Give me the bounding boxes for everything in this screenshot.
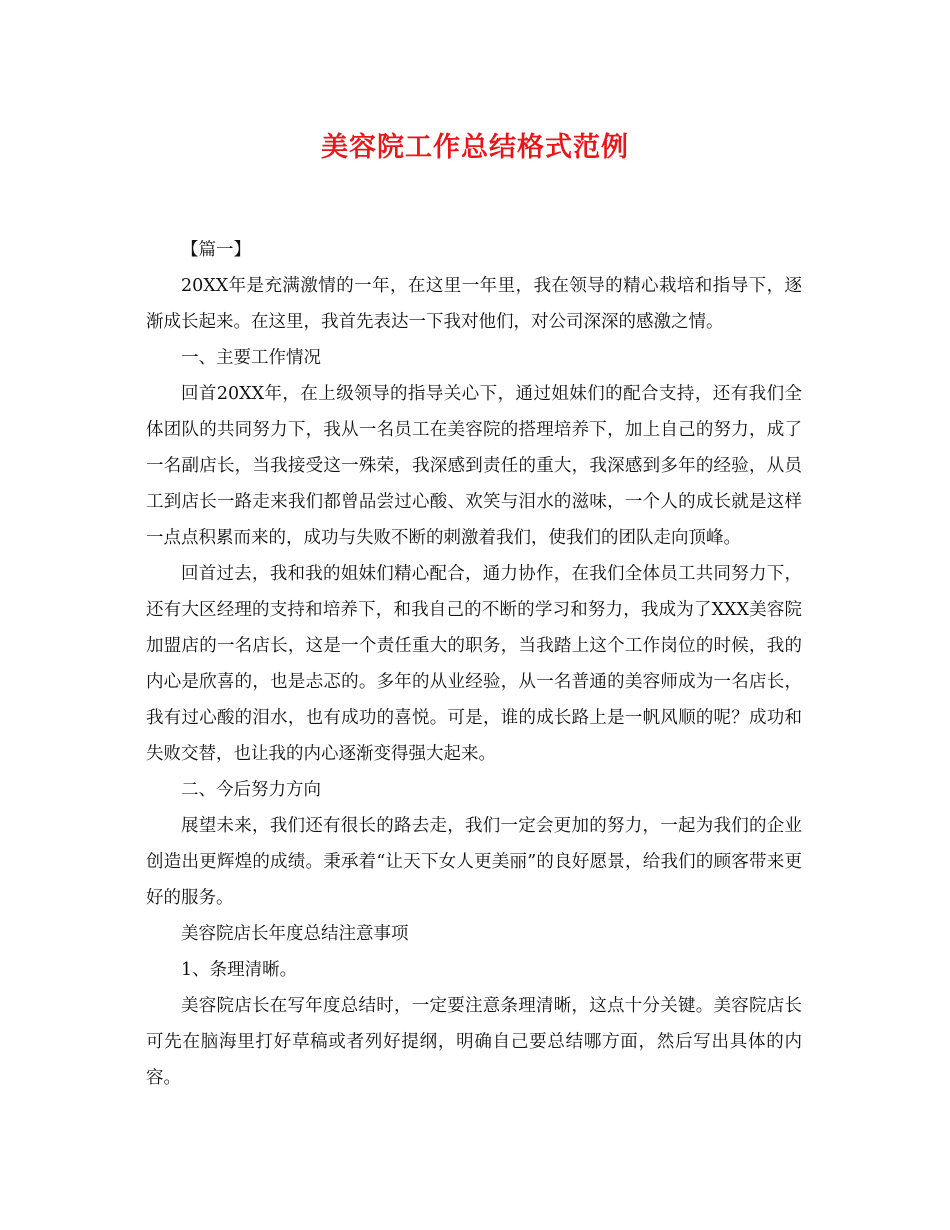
paragraph-note-1: 美容院店长在写年度总结时，一定要注意条理清晰，这点十分关键。美容院店长可先在脑海里打好草稿或者列好提纲，明确自己要总结哪方面，然后写出具体的内容。: [146, 996, 802, 1088]
paragraph-outlook: 展望未来，我们还有很长的路去走，我们一定会更加的努力，一起为我们的企业创造出更辉煌的成绩。秉承着“让天下女人更美丽”的良好愿景，给我们的顾客带来更好的服务。: [146, 816, 802, 908]
heading-future-direction: 二、今后努力方向: [181, 780, 321, 800]
heading-main-work: 一、主要工作情况: [181, 348, 321, 368]
paragraph-review-past: 回首过去，我和我的姐妹们精心配合，通力协作，在我们全体员工共同努力下，还有大区经理的支持和培养下，和我自己的不断的学习和努力，我成为了XXX美容院加盟店的一名店长，这是一个责任重大的职务，当我踏上这个工作岗位的时候，我的内心是欣喜的，也是忐忑的。多年的从业经验，从一名普通的美容师成为一名店长，我有过心酸的泪水，也有成功的喜悦。可是，谁的成长路上是一帆风顺的呢？成功和失败交替，也让我的内心逐渐变得强大起来。: [146, 564, 802, 764]
paragraph-intro: 20XX年是充满激情的一年，在这里一年里，我在领导的精心栽培和指导下，逐渐成长起来。在这里，我首先表达一下我对他们，对公司深深的感激之情。: [146, 276, 802, 332]
heading-note-1: 1、条理清晰。: [181, 960, 298, 980]
document-title: 美容院工作总结格式范例: [321, 132, 629, 163]
paragraph-section-label: 【篇一】: [181, 240, 251, 260]
paragraph-review-year: 回首20XX年，在上级领导的指导关心下，通过姐妹们的配合支持，还有我们全体团队的共同努力下，我从一名员工在美容院的搭理培养下，加上自己的努力，成了一名副店长，当我接受这一殊荣，我深感到责任的重大，我深感到多年的经验，从员工到店长一路走来我们都曾品尝过心酸、欢笑与泪水的滋味，一个人的成长就是这样一点点积累而来的，成功与失败不断的刺激着我们，使我们的团队走向顶峰。: [146, 384, 802, 548]
heading-notes: 美容院店长年度总结注意事项: [181, 924, 409, 944]
document-body: [146, 232, 802, 1096]
